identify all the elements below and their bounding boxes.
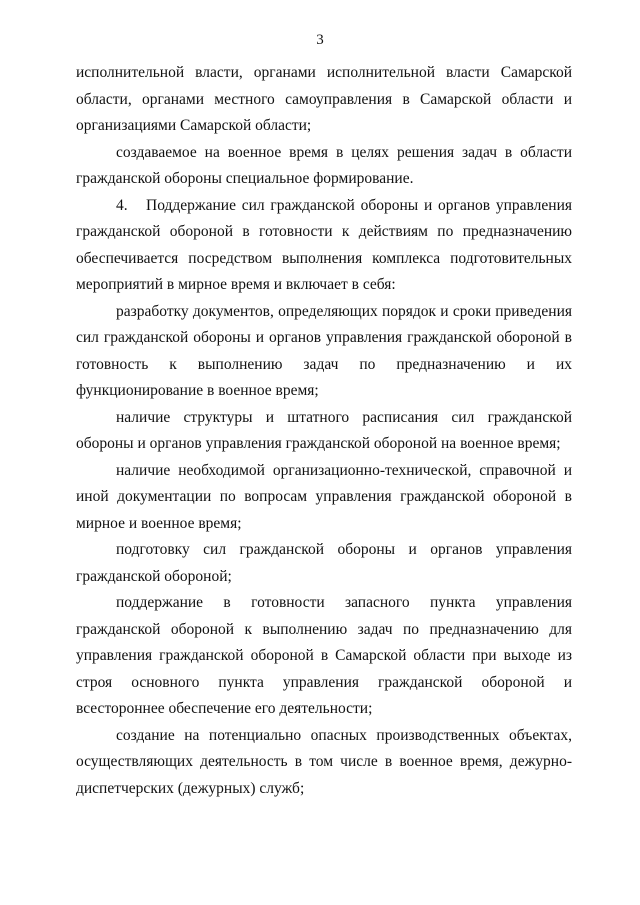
paragraph-9: создание на потенциально опасных производственных объектах, осуществляющих деятельность в том числе в военное время, дежурно-диспетчерских (дежурных) служб;: [76, 726, 572, 797]
paragraph-6: наличие необходимой организационно-технической, справочной и иной документации по вопросам управления гражданской обороной в мирное и военное время;: [76, 461, 572, 532]
paragraph-8: поддержание в готовности запасного пункта управления гражданской обороной к выполнению задач по предназначению для управления гражданской обороной в Самарской области при выходе из строя основного пункта управления гражданской обороной и всестороннее обеспечение его деятельности;: [76, 594, 572, 717]
paragraph-5: наличие структуры и штатного расписания сил гражданской обороны и органов управления гражданской обороной на военное время;: [76, 408, 572, 452]
paragraph-1: исполнительной власти, органами исполнительной власти Самарской области, органами местного самоуправления в Самарской области и организациями Самарской области;: [76, 64, 572, 134]
paragraph-4: разработку документов, определяющих порядок и сроки приведения сил гражданской обороны и органов управления гражданской обороной в готовность к выполнению задач по предназначению и их функционирование в военное время;: [76, 302, 572, 399]
document-body: [76, 60, 572, 802]
item-number: 4.: [116, 196, 128, 214]
paragraph-3: [76, 193, 572, 299]
paragraph-2: создаваемое на военное время в целях решения задач в области гражданской обороны специальное формирование.: [76, 143, 572, 187]
paragraph-7: подготовку сил гражданской обороны и органов управления гражданской обороной;: [76, 541, 572, 585]
paragraph-3-text: Поддержание сил гражданской обороны и органов управления гражданской обороной в готовности к действиям по предназначению обеспечивается посредством выполнения комплекса подготовительных мероприятий в мирное время и включает в себя:: [76, 196, 572, 293]
page-number: 3: [316, 32, 324, 48]
